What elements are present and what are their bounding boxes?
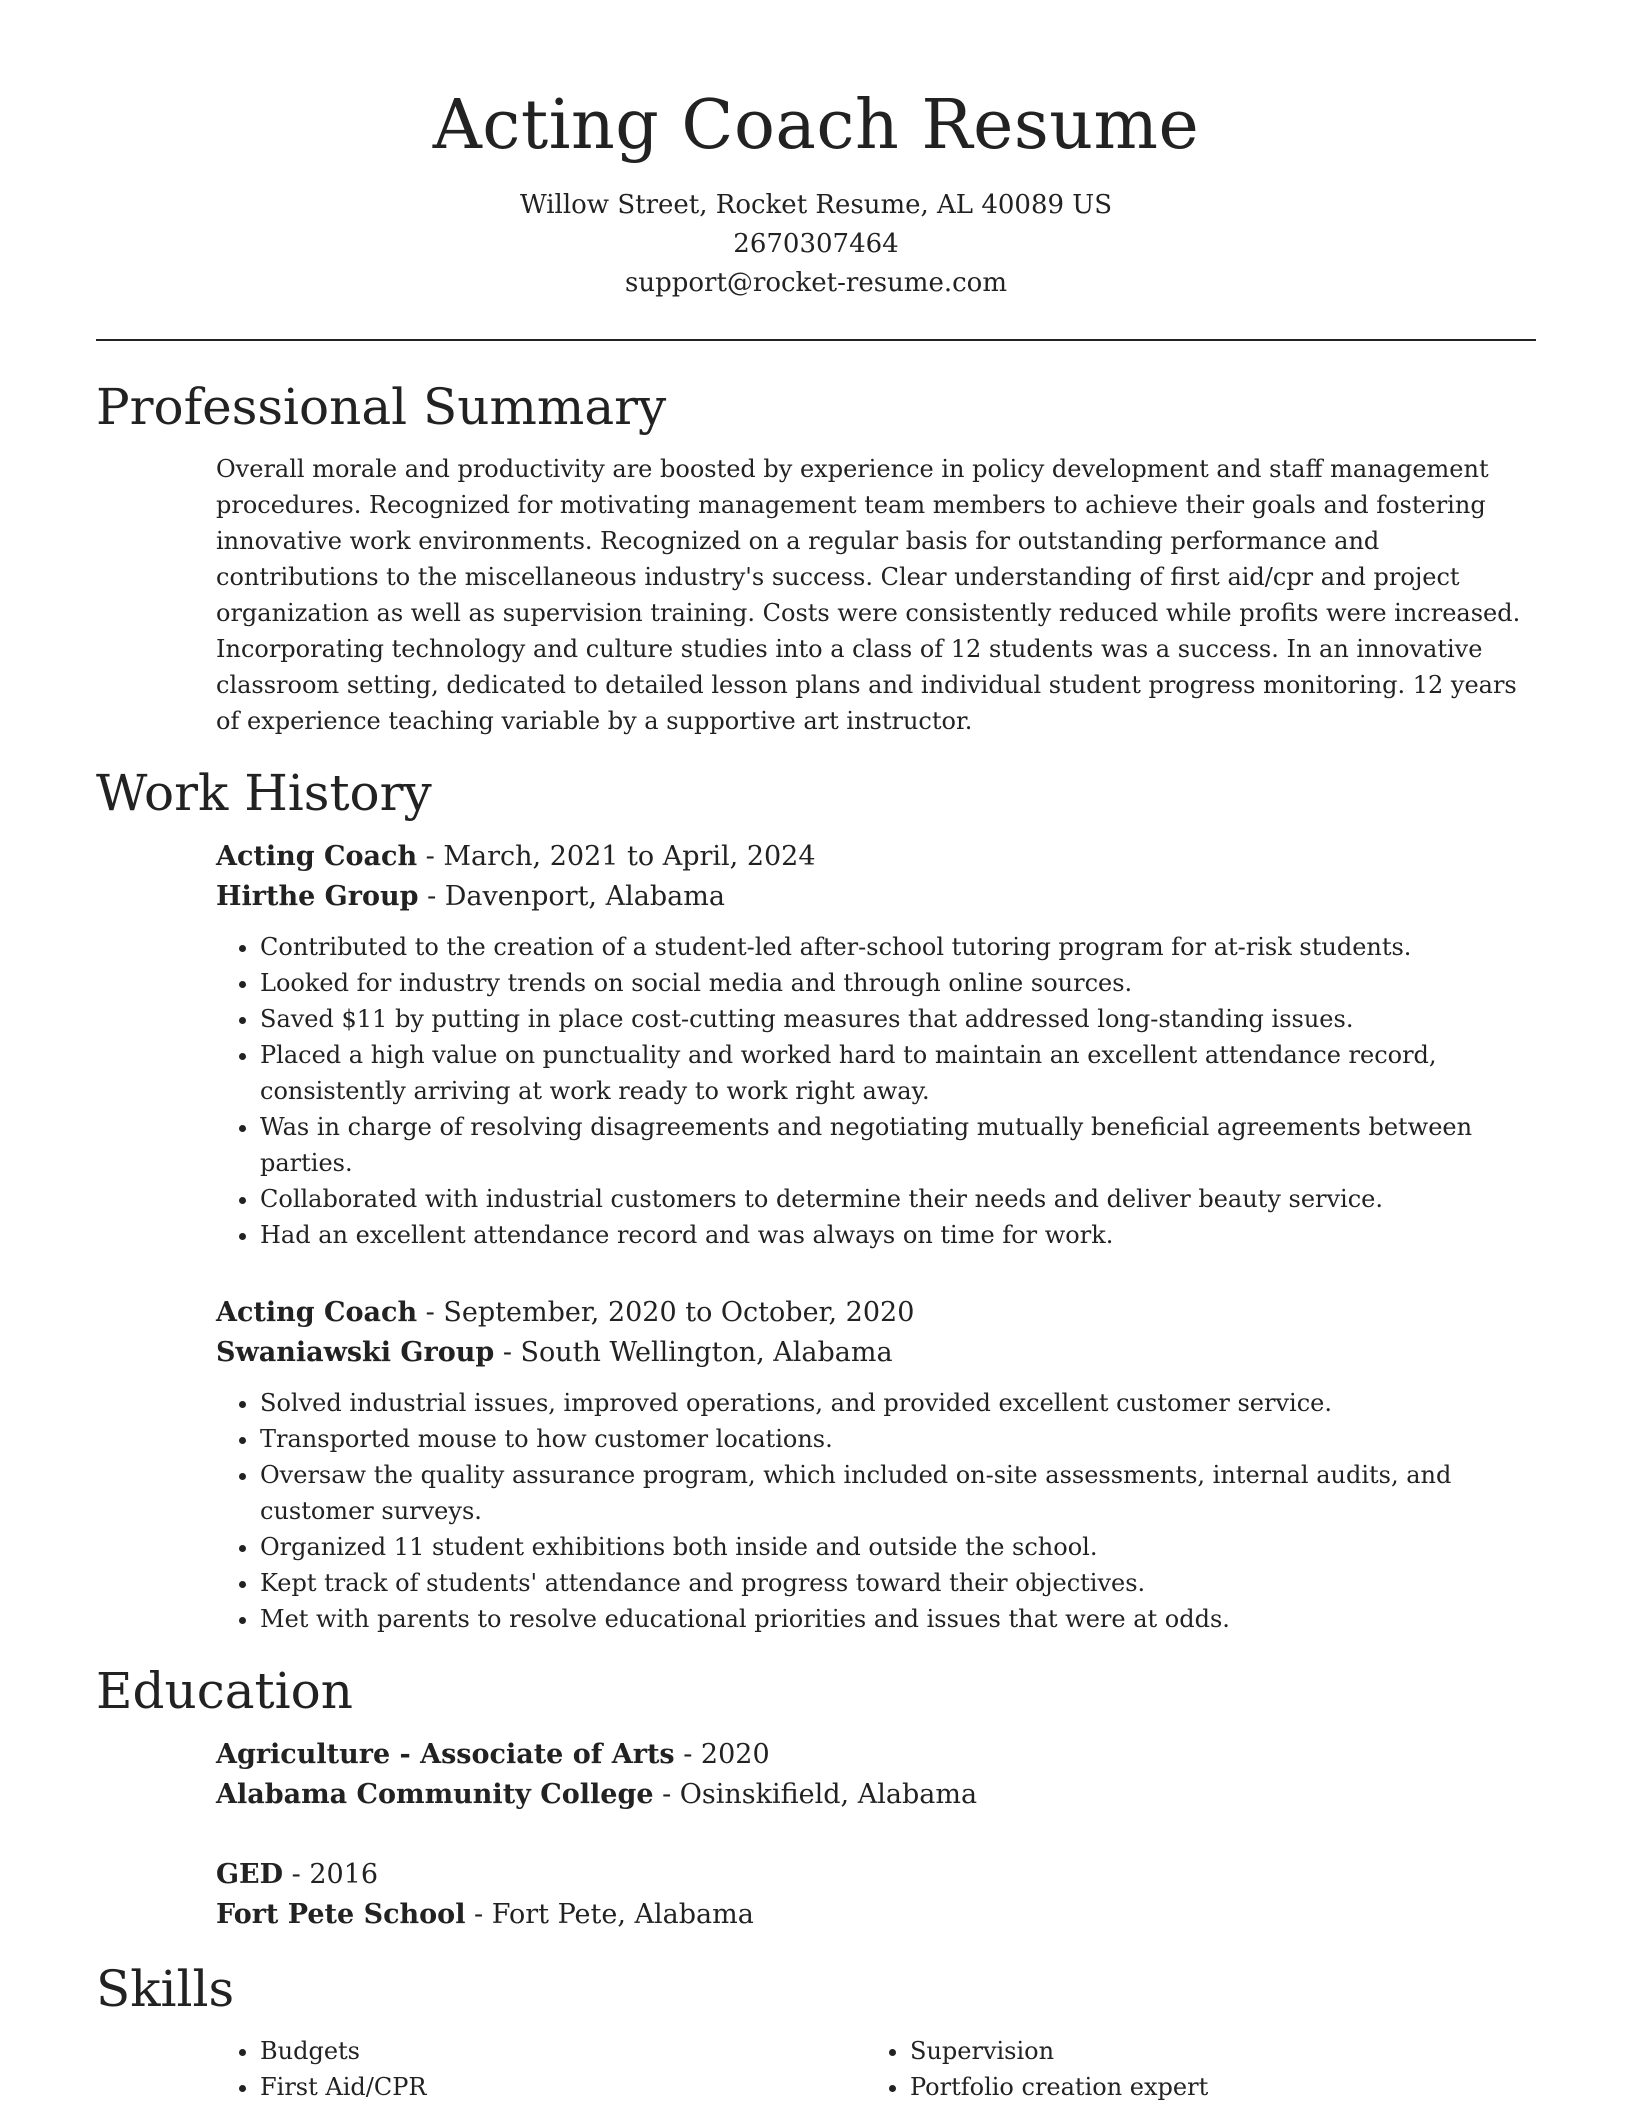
education-body — [216, 1735, 1536, 1935]
education-school: Alabama Community College — [216, 1779, 654, 1810]
summary-heading: Professional Summary — [96, 378, 667, 436]
contact-address: Willow Street, Rocket Resume, AL 40089 US — [519, 190, 1113, 220]
job-bullet: • Placed a high value on punctuality and worked hard to maintain an excellent attendance record, consistently arriving at work ready to work right away. — [260, 1037, 1536, 1109]
education-location: - Fort Pete, Alabama — [465, 1899, 754, 1930]
resume-header — [96, 0, 1536, 303]
job-bullet: • Was in charge of resolving disagreements and negotiating mutually beneficial agreements between parties. — [260, 1109, 1536, 1181]
resume-title: Acting Coach Resume — [432, 86, 1200, 165]
job-bullet: • Solved industrial issues, improved operations, and provided excellent customer service. — [260, 1385, 1536, 1421]
job-company-line — [216, 1333, 1536, 1373]
job-bullet: • Saved $11 by putting in place cost-cutting measures that addressed long-standing issues. — [260, 1001, 1536, 1037]
job-location: - South Wellington, Alabama — [494, 1337, 893, 1368]
job-bullet: • Organized 11 student exhibitions both inside and outside the school. — [260, 1529, 1536, 1565]
work-history-heading: Work History — [96, 764, 432, 822]
education-entry — [216, 1735, 1536, 1815]
job-title-line — [216, 837, 1536, 877]
skill-item: • Supervision — [910, 2033, 1516, 2069]
job-bullets — [216, 929, 1536, 1253]
skill-item: • First Aid/CPR — [260, 2069, 866, 2105]
education-year: - 2016 — [283, 1859, 379, 1890]
job-bullet: • Contributed to the creation of a student-led after-school tutoring program for at-risk students. — [260, 929, 1536, 965]
job-bullet: • Met with parents to resolve educational priorities and issues that were at odds. — [260, 1601, 1536, 1637]
resume-page — [96, 0, 1536, 2105]
job-bullet: • Transported mouse to how customer locations. — [260, 1421, 1536, 1457]
contact-phone: 2670307464 — [733, 229, 899, 259]
job-entry — [216, 1293, 1536, 1637]
job-bullet: • Oversaw the quality assurance program, which included on-site assessments, internal audits, and customer surveys. — [260, 1457, 1536, 1529]
education-degree-line — [216, 1855, 1536, 1895]
summary-text: Overall morale and productivity are boosted by experience in policy development and staff management procedures. Recognized for motivating management team members to achieve their goals and fostering innovative work environments. Recognized on a regular basis for outstanding performance and contributions to the miscellaneous industry's success. Clear understanding of first aid/cpr and project organization as well as supervision training. Costs were consistently reduced while profits were increased. Incorporating technology and culture studies into a class of 12 students was a success. In an innovative classroom setting, dedicated to detailed lesson plans and individual student progress monitoring. 12 years of experience teaching variable by a supportive art instructor. — [216, 455, 1521, 735]
education-school-line — [216, 1775, 1536, 1815]
contact-info — [96, 186, 1536, 303]
job-bullet: • Looked for industry trends on social media and through online sources. — [260, 965, 1536, 1001]
job-location: - Davenport, Alabama — [418, 881, 725, 912]
job-title: Acting Coach — [216, 1297, 418, 1328]
job-title: Acting Coach — [216, 841, 418, 872]
skills-heading: Skills — [96, 1960, 235, 2018]
job-company: Swaniawski Group — [216, 1337, 495, 1368]
skills-body — [216, 2033, 1536, 2105]
contact-email: support@rocket-resume.com — [624, 268, 1007, 298]
work-history-section — [96, 761, 1536, 1637]
job-dates: - September, 2020 to October, 2020 — [417, 1297, 915, 1328]
job-title-line — [216, 1293, 1536, 1333]
skills-section — [96, 1957, 1536, 2105]
work-history-body — [216, 837, 1536, 1637]
job-bullet: • Collaborated with industrial customers to determine their needs and deliver beauty service. — [260, 1181, 1536, 1217]
job-bullet: • Kept track of students' attendance and progress toward their objectives. — [260, 1565, 1536, 1601]
job-company-line — [216, 877, 1536, 917]
education-school: Fort Pete School — [216, 1899, 466, 1930]
skills-column-left — [216, 2033, 866, 2105]
skills-list-left — [216, 2033, 866, 2105]
skills-list-right — [866, 2033, 1516, 2105]
job-dates: - March, 2021 to April, 2024 — [417, 841, 816, 872]
job-company: Hirthe Group — [216, 881, 419, 912]
job-entry — [216, 837, 1536, 1253]
education-section — [96, 1659, 1536, 1935]
education-degree-line — [216, 1735, 1536, 1775]
skill-item: • Portfolio creation expert — [910, 2069, 1516, 2105]
education-school-line — [216, 1895, 1536, 1935]
summary-section — [96, 375, 1536, 739]
skills-column-right — [866, 2033, 1516, 2105]
education-location: - Osinskifield, Alabama — [653, 1779, 978, 1810]
job-bullet: • Had an excellent attendance record and was always on time for work. — [260, 1217, 1536, 1253]
skill-item: • Budgets — [260, 2033, 866, 2069]
education-heading: Education — [96, 1662, 353, 1720]
education-year: - 2020 — [674, 1739, 770, 1770]
summary-body — [216, 451, 1536, 739]
education-degree: Agriculture - Associate of Arts — [216, 1739, 675, 1770]
education-degree: GED — [216, 1859, 284, 1890]
header-divider — [96, 339, 1536, 341]
job-bullets — [216, 1385, 1536, 1637]
education-entry — [216, 1855, 1536, 1935]
